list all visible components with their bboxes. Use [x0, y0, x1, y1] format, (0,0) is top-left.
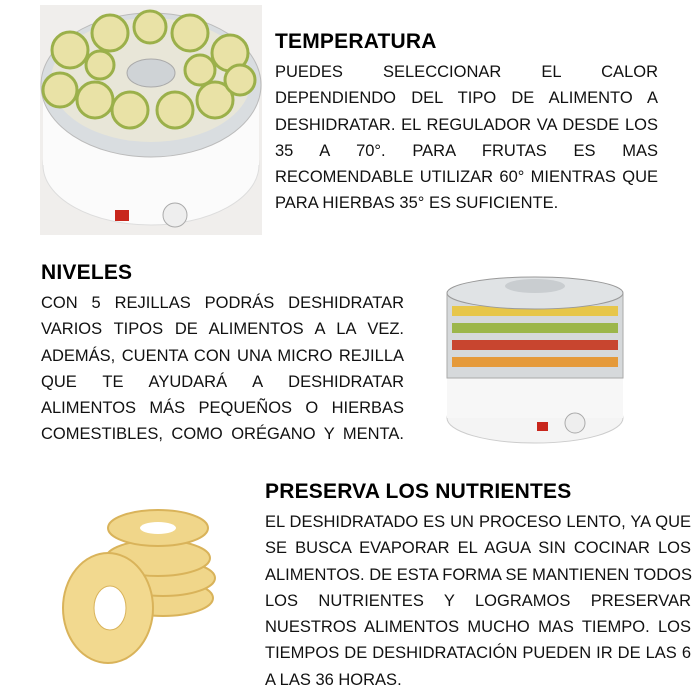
text-line: PARA HIERBAS 35° ES SUFICIENTE.: [275, 194, 559, 213]
dehydrator-apples-photo: [40, 5, 262, 235]
text-line: CON 5 REJILLAS PODRÁS DESHIDRATAR: [41, 294, 404, 312]
section-temperatura: [275, 29, 658, 217]
text-line: TIEMPOS DE DESHIDRATACIÓN PUEDEN IR DE LAS 6: [265, 644, 691, 663]
text-line: ADEMÁS, CUENTA CON UNA MICRO REJILLA: [41, 346, 404, 365]
dried-pineapple-photo: [58, 503, 218, 668]
text-line: ALIMENTOS. DE ESTA FORMA SE MANTIENEN TODOS: [265, 565, 692, 584]
section-title: PRESERVA LOS NUTRIENTES: [265, 480, 572, 503]
text-line: A LAS 36 HORAS.: [265, 670, 402, 689]
power-switch-icon: [115, 210, 129, 221]
text-line: DEPENDIENDO DEL TIPO DE ALIMENTO A: [275, 89, 658, 108]
text-line: COMESTIBLES, COMO ORÉGANO Y MENTA.: [41, 425, 404, 444]
text-line: QUE TE AYUDARÁ A DESHIDRATAR: [41, 372, 404, 391]
text-line: VARIOS TIPOS DE ALIMENTOS A LA VEZ.: [41, 320, 404, 339]
dehydrator-trays-photo: [440, 268, 630, 448]
section-niveles: [41, 260, 404, 448]
section-preserva-nutrientes: [265, 479, 691, 693]
text-line: 35 A 70°. PARA FRUTAS ES MAS: [275, 141, 658, 160]
text-line: DESHIDRATAR. EL REGULADOR VA DESDE LOS: [275, 115, 658, 134]
text-line: SE BUSCA EVAPORAR EL AGUA SIN COCINAR LOS: [265, 539, 691, 558]
text-line: EL DESHIDRATADO ES UN PROCESO LENTO, YA QUE: [265, 513, 691, 531]
section-title: NIVELES: [41, 261, 133, 284]
text-line: NUESTROS ALIMENTOS MUCHO MAS TIEMPO. LOS: [265, 618, 691, 637]
text-line: RECOMENDABLE UTILIZAR 60° MIENTRAS QUE: [275, 168, 658, 187]
section-title: TEMPERATURA: [275, 30, 437, 53]
text-line: LOS NUTRIENTES Y LOGRAMOS PRESERVAR: [265, 591, 691, 610]
text-line: ALIMENTOS MÁS PEQUEÑOS O HIERBAS: [41, 399, 404, 418]
text-line: PUEDES SELECCIONAR EL CALOR: [275, 63, 658, 81]
